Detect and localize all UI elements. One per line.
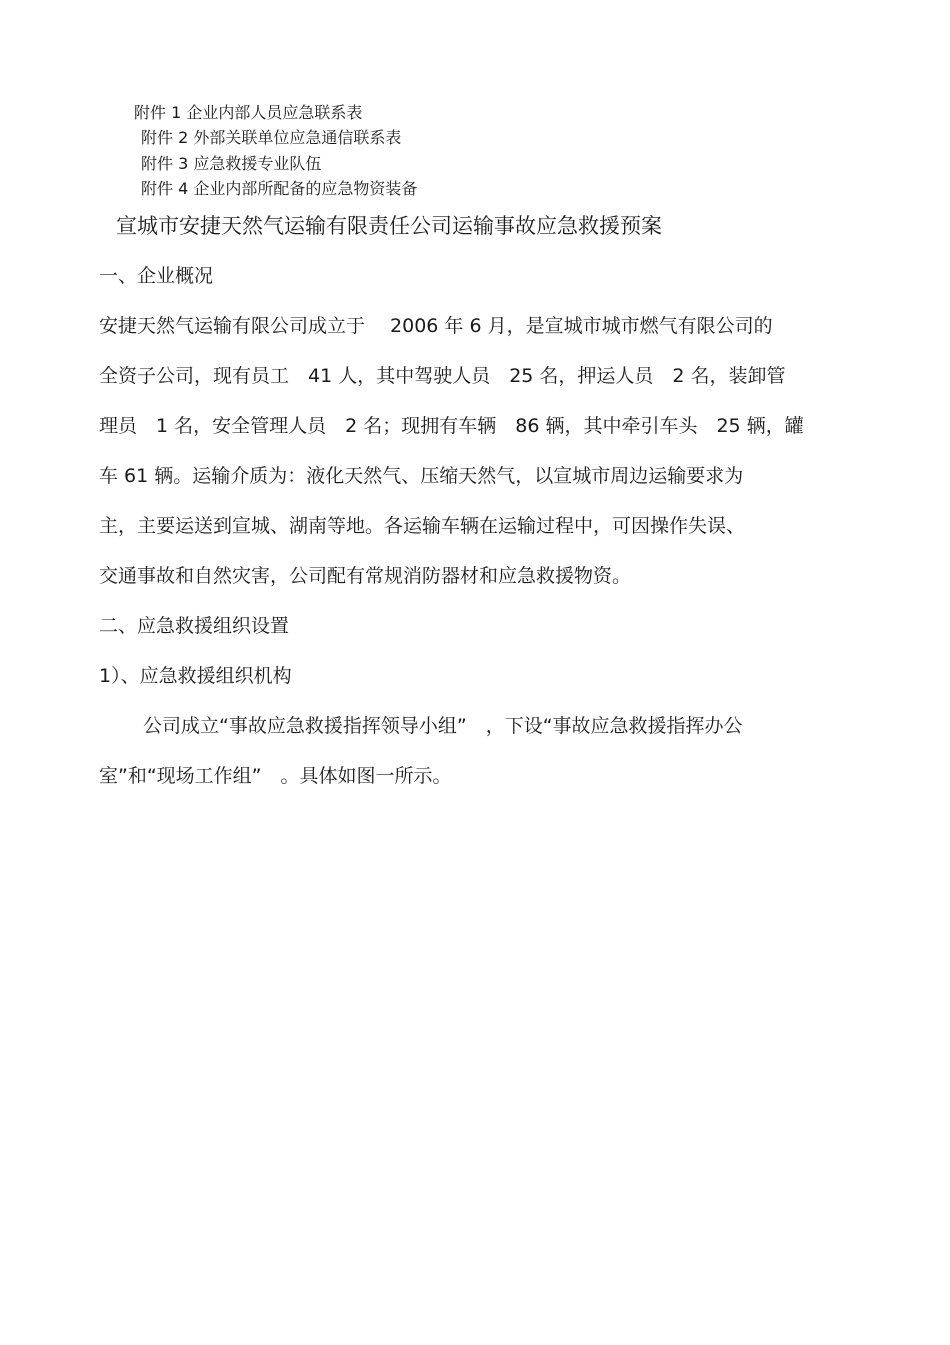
section-heading-overview: 一、企业概况	[99, 265, 214, 287]
paragraph-line: 交通事故和自然灾害，公司配有常规消防器材和应急救援物资。	[99, 565, 632, 587]
attachment-item-3: 附件 3 应急救援专业队伍	[141, 154, 322, 173]
attachment-item-4: 附件 4 企业内部所配备的应急物资装备	[141, 179, 418, 198]
paragraph-line: 车 61 辆。运输介质为：液化天然气、压缩天然气，以宣城市周边运输要求为	[99, 465, 744, 487]
paragraph-line: 室”和“现场工作组” 。具体如图一所示。	[99, 765, 452, 787]
subsection-heading: 1）、应急救援组织机构	[99, 665, 292, 687]
document-title: 宣城市安捷天然气运输有限责任公司运输事故应急救援预案	[116, 214, 662, 238]
attachment-item-1: 附件 1 企业内部人员应急联系表	[134, 103, 363, 122]
paragraph-line: 公司成立“事故应急救援指挥领导小组” ，下设“事故应急救援指挥办公	[143, 715, 743, 737]
attachment-item-2: 附件 2 外部关联单位应急通信联系表	[141, 128, 402, 147]
paragraph-line: 安捷天然气运输有限公司成立于 2006 年 6 月，是宣城市城市燃气有限公司的	[99, 315, 773, 337]
paragraph-line: 全资子公司，现有员工 41 人，其中驾驶人员 25 名，押运人员 2 名，装卸管	[99, 365, 786, 387]
section-heading-organization: 二、应急救援组织设置	[99, 615, 290, 637]
paragraph-line: 理员 1 名，安全管理人员 2 名；现拥有车辆 86 辆，其中牵引车头 25 辆，罐	[99, 415, 804, 437]
paragraph-line: 主，主要运送到宣城、湖南等地。各运输车辆在运输过程中，可因操作失误、	[99, 515, 746, 537]
